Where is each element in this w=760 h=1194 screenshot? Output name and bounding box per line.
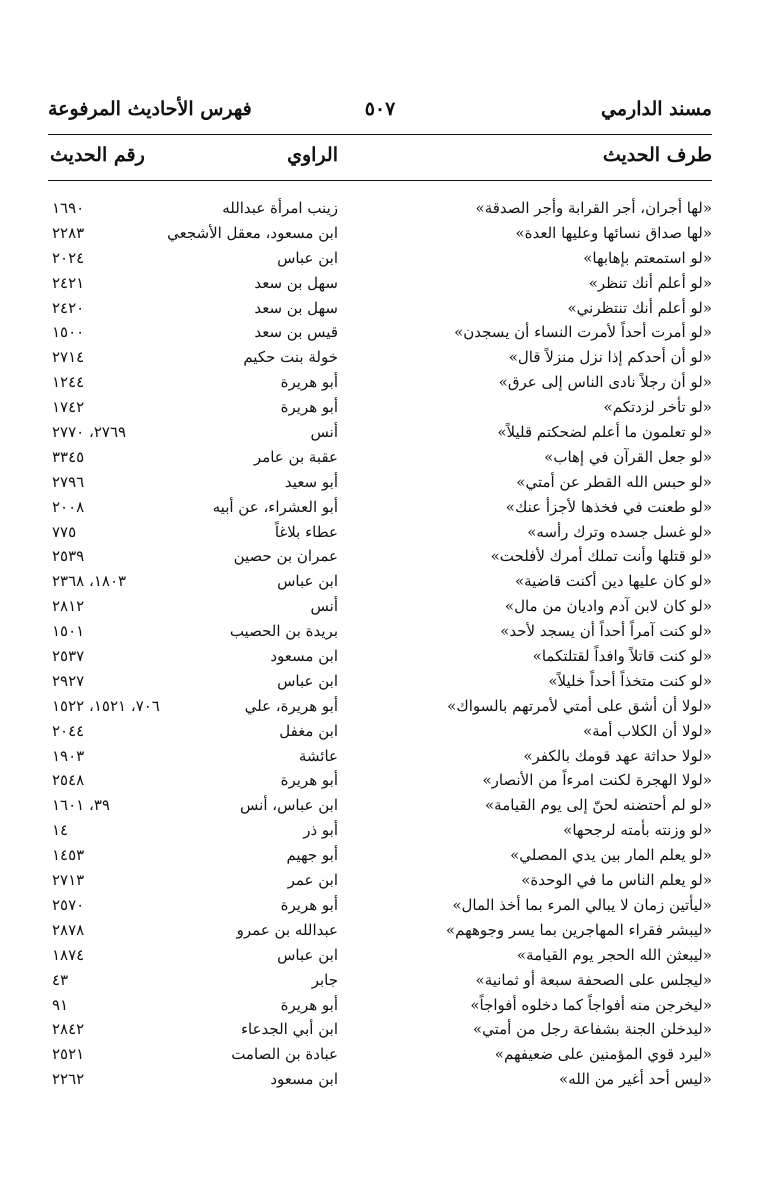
table-row xyxy=(48,1067,712,1092)
narrator-cell: أبو هريرة xyxy=(280,398,338,417)
hadith-cell: «لو كنت قاتلاً وافداً لقتلتكما» xyxy=(532,647,712,666)
number-cell: ٢٤٢١ xyxy=(52,273,85,292)
narrator-cell: أبو هريرة xyxy=(280,995,338,1014)
table-row xyxy=(48,694,712,719)
hadith-cell: «لولا حداثة عهد قومك بالكفر» xyxy=(523,746,712,765)
hadith-index-table xyxy=(48,196,712,1092)
hadith-cell: «لو أمرت أحداً لأمرت النساء أن يسجدن» xyxy=(454,323,712,342)
narrator-cell: أبو هريرة، علي xyxy=(244,696,338,715)
number-cell: ٢٢٦٢ xyxy=(52,1070,85,1089)
hadith-cell: «لو لم أحتضنه لحنّ إلى يوم القيامة» xyxy=(485,796,712,815)
hadith-cell: «لو يعلم المار بين يدي المصلي» xyxy=(510,846,712,865)
narrator-cell: عمران بن حصين xyxy=(233,547,338,566)
narrator-cell: ابن أبي الجدعاء xyxy=(240,1020,338,1039)
table-row xyxy=(48,345,712,370)
table-row xyxy=(48,370,712,395)
hadith-cell: «ليأتين زمان لا يبالي المرء بما أخذ المال» xyxy=(452,895,712,914)
table-row xyxy=(48,943,712,968)
hadith-cell: «لو استمعتم بإهابها» xyxy=(583,248,712,267)
hadith-cell: «لو طعنت في فخذها لأجزأ عنك» xyxy=(505,497,712,516)
hadith-cell: «لو يعلم الناس ما في الوحدة» xyxy=(521,871,712,890)
narrator-cell: سهل بن سعد xyxy=(254,298,338,317)
number-cell: ١٢٤٤ xyxy=(52,373,85,392)
column-header-narrator: الراوي xyxy=(287,144,338,166)
hadith-cell: «ليخرجن منه أفواجاً كما دخلوه أفواجاً» xyxy=(470,995,712,1014)
hadith-cell: «لو أن رجلاً نادى الناس إلى عرق» xyxy=(498,373,712,392)
hadith-cell: «لو حبس الله القطر عن أمتي» xyxy=(516,472,712,491)
narrator-cell: جابر xyxy=(311,970,338,989)
narrator-cell: أنس xyxy=(310,597,338,616)
hadith-cell: «ليدخلن الجنة بشفاعة رجل من أمتي» xyxy=(472,1020,712,1039)
number-cell: ٢٧١٤ xyxy=(52,348,85,367)
table-row xyxy=(48,221,712,246)
table-row xyxy=(48,744,712,769)
narrator-cell: عبادة بن الصامت xyxy=(231,1045,338,1064)
number-cell: ٢٥٣٩ xyxy=(52,547,85,566)
table-row xyxy=(48,893,712,918)
table-row xyxy=(48,196,712,221)
hadith-cell: «لو كان عليها دين أكنت قاضية» xyxy=(514,572,712,591)
number-cell: ٩١ xyxy=(52,995,69,1014)
narrator-cell: ابن مسعود xyxy=(270,1070,338,1089)
number-cell: ٢٠٠٨ xyxy=(52,497,85,516)
hadith-cell: «ليس أحد أغير من الله» xyxy=(559,1070,712,1089)
hadith-cell: «لو كنت آمراً أحداً أن يسجد لأحد» xyxy=(500,622,712,641)
table-row xyxy=(48,594,712,619)
narrator-cell: أبو سعيد xyxy=(284,472,338,491)
narrator-cell: أبو العشراء، عن أبيه xyxy=(212,497,338,516)
number-cell: ٢٨٧٨ xyxy=(52,920,85,939)
table-row xyxy=(48,843,712,868)
number-cell: ١٧٤٢ xyxy=(52,398,85,417)
narrator-cell: ابن عمر xyxy=(287,871,338,890)
table-row xyxy=(48,968,712,993)
number-cell: ١٨٠٣، ٢٣٦٨ xyxy=(52,572,127,591)
narrator-cell: ابن عباس xyxy=(277,671,338,690)
hadith-cell: «لو أعلم أنك تنتظرني» xyxy=(567,298,712,317)
narrator-cell: ابن عباس، أنس xyxy=(240,796,338,815)
narrator-cell: أبو هريرة xyxy=(280,771,338,790)
narrator-cell: أبو جهيم xyxy=(286,846,338,865)
narrator-cell: بريدة بن الحصيب xyxy=(229,622,338,641)
narrator-cell: أبو هريرة xyxy=(280,373,338,392)
table-row xyxy=(48,395,712,420)
hadith-cell: «لو تعلمون ما أعلم لضحكتم قليلاً» xyxy=(497,423,712,442)
hadith-cell: «لو كان لابن آدم واديان من مال» xyxy=(504,597,712,616)
column-header-number: رقم الحديث xyxy=(50,144,145,166)
number-cell: ٣٣٤٥ xyxy=(52,447,85,466)
book-title: مسند الدارمي xyxy=(601,98,712,120)
table-row xyxy=(48,520,712,545)
table-row xyxy=(48,644,712,669)
hadith-cell: «لولا الهجرة لكنت امرءاً من الأنصار» xyxy=(482,771,712,790)
hadith-cell: «ليبشر فقراء المهاجرين بما يسر وجوههم» xyxy=(445,920,712,939)
number-cell: ٢٥٣٧ xyxy=(52,647,85,666)
hadith-cell: «ليجلس على الصحفة سبعة أو ثمانية» xyxy=(475,970,712,989)
table-row xyxy=(48,993,712,1018)
table-row xyxy=(48,470,712,495)
table-row xyxy=(48,918,712,943)
number-cell: ٧٧٥ xyxy=(52,522,77,541)
number-cell: ٢٧٩٦ xyxy=(52,472,85,491)
table-row xyxy=(48,1017,712,1042)
table-row xyxy=(48,818,712,843)
hadith-cell: «لو وزنته بأمته لرجحها» xyxy=(563,821,712,840)
section-title: فهرس الأحاديث المرفوعة xyxy=(48,98,252,120)
column-headers xyxy=(48,144,712,174)
number-cell: ٢٥٤٨ xyxy=(52,771,85,790)
table-row xyxy=(48,420,712,445)
table-row xyxy=(48,868,712,893)
table-row xyxy=(48,296,712,321)
header-divider xyxy=(48,134,712,135)
narrator-cell: عائشة xyxy=(298,746,338,765)
number-cell: ٢٢٨٣ xyxy=(52,223,85,242)
hadith-cell: «لولا أن أشق على أمتي لأمرتهم بالسواك» xyxy=(447,696,712,715)
table-row xyxy=(48,320,712,345)
hadith-cell: «لو قتلها وأنت تملك أمرك لأفلحت» xyxy=(490,547,712,566)
table-row xyxy=(48,246,712,271)
number-cell: ٤٣ xyxy=(52,970,69,989)
narrator-cell: ابن عباس xyxy=(277,945,338,964)
hadith-cell: «لها صداق نسائها وعليها العدة» xyxy=(515,223,712,242)
table-row xyxy=(48,495,712,520)
number-cell: ١٦٩٠ xyxy=(52,199,85,217)
number-cell: ٢٠٤٤ xyxy=(52,721,85,740)
number-cell: ٢٨٤٢ xyxy=(52,1020,85,1039)
hadith-cell: «ليبعثن الله الحجر يوم القيامة» xyxy=(516,945,712,964)
hadith-cell: «لو أن أحدكم إذا نزل منزلاً قال» xyxy=(508,348,712,367)
column-header-divider xyxy=(48,180,712,181)
table-row xyxy=(48,445,712,470)
running-head xyxy=(48,98,712,128)
table-row xyxy=(48,1042,712,1067)
number-cell: ١٤ xyxy=(52,821,69,840)
number-cell: ٢٤٢٠ xyxy=(52,298,85,317)
number-cell: ٢٩٢٧ xyxy=(52,671,85,690)
number-cell: ١٥٠٠ xyxy=(52,323,85,342)
narrator-cell: أبو هريرة xyxy=(280,895,338,914)
table-row xyxy=(48,669,712,694)
narrator-cell: عبدالله بن عمرو xyxy=(236,920,338,939)
table-row xyxy=(48,569,712,594)
narrator-cell: ابن عباس xyxy=(277,572,338,591)
number-cell: ١٥٠١ xyxy=(52,622,85,641)
hadith-cell: «لو جعل القرآن في إهاب» xyxy=(544,447,712,466)
number-cell: ٣٩، ١٦٠١ xyxy=(52,796,110,815)
narrator-cell: أبو ذر xyxy=(303,821,338,840)
page-number: ٥٠٧ xyxy=(364,98,396,120)
table-row xyxy=(48,719,712,744)
number-cell: ١٨٧٤ xyxy=(52,945,85,964)
hadith-cell: «لولا أن الكلاب أمة» xyxy=(582,721,712,740)
table-row xyxy=(48,271,712,296)
number-cell: ٢٥٢١ xyxy=(52,1045,85,1064)
column-header-hadith: طرف الحديث xyxy=(602,144,712,166)
table-row xyxy=(48,793,712,818)
number-cell: ٢٧٦٩، ٢٧٧٠ xyxy=(52,423,127,442)
hadith-cell: «ليرد قوي المؤمنين على ضعيفهم» xyxy=(494,1045,712,1064)
narrator-cell: ابن مسعود xyxy=(270,647,338,666)
narrator-cell: عقبة بن عامر xyxy=(253,447,338,466)
hadith-cell: «لو غسل جسده وترك رأسه» xyxy=(527,522,712,541)
number-cell: ٧٠٦، ١٥٢١، ١٥٢٢ xyxy=(52,696,160,715)
narrator-cell: خولة بنت حكيم xyxy=(243,348,338,367)
narrator-cell: ابن عباس xyxy=(277,248,338,267)
narrator-cell: أنس xyxy=(310,423,338,442)
table-row xyxy=(48,619,712,644)
narrator-cell: ابن مسعود، معقل الأشجعي xyxy=(167,223,338,242)
narrator-cell: قيس بن سعد xyxy=(254,323,338,342)
narrator-cell: سهل بن سعد xyxy=(254,273,338,292)
number-cell: ١٤٥٣ xyxy=(52,846,85,865)
number-cell: ٢٥٧٠ xyxy=(52,895,85,914)
number-cell: ٢٠٢٤ xyxy=(52,248,85,267)
hadith-cell: «لو أعلم أنك تنظر» xyxy=(588,273,712,292)
hadith-cell: «لها أجران، أجر القرابة وأجر الصدقة» xyxy=(475,199,712,217)
hadith-cell: «لو تأخر لزدتكم» xyxy=(603,398,712,417)
table-row xyxy=(48,544,712,569)
table-row xyxy=(48,768,712,793)
number-cell: ٢٧١٣ xyxy=(52,871,85,890)
narrator-cell: زينب امرأة عبدالله xyxy=(222,199,338,217)
hadith-cell: «لو كنت متخذاً أحداً خليلاً» xyxy=(548,671,712,690)
number-cell: ١٩٠٣ xyxy=(52,746,85,765)
narrator-cell: عطاء بلاغاً xyxy=(274,522,338,541)
narrator-cell: ابن مغفل xyxy=(279,721,338,740)
number-cell: ٢٨١٢ xyxy=(52,597,85,616)
